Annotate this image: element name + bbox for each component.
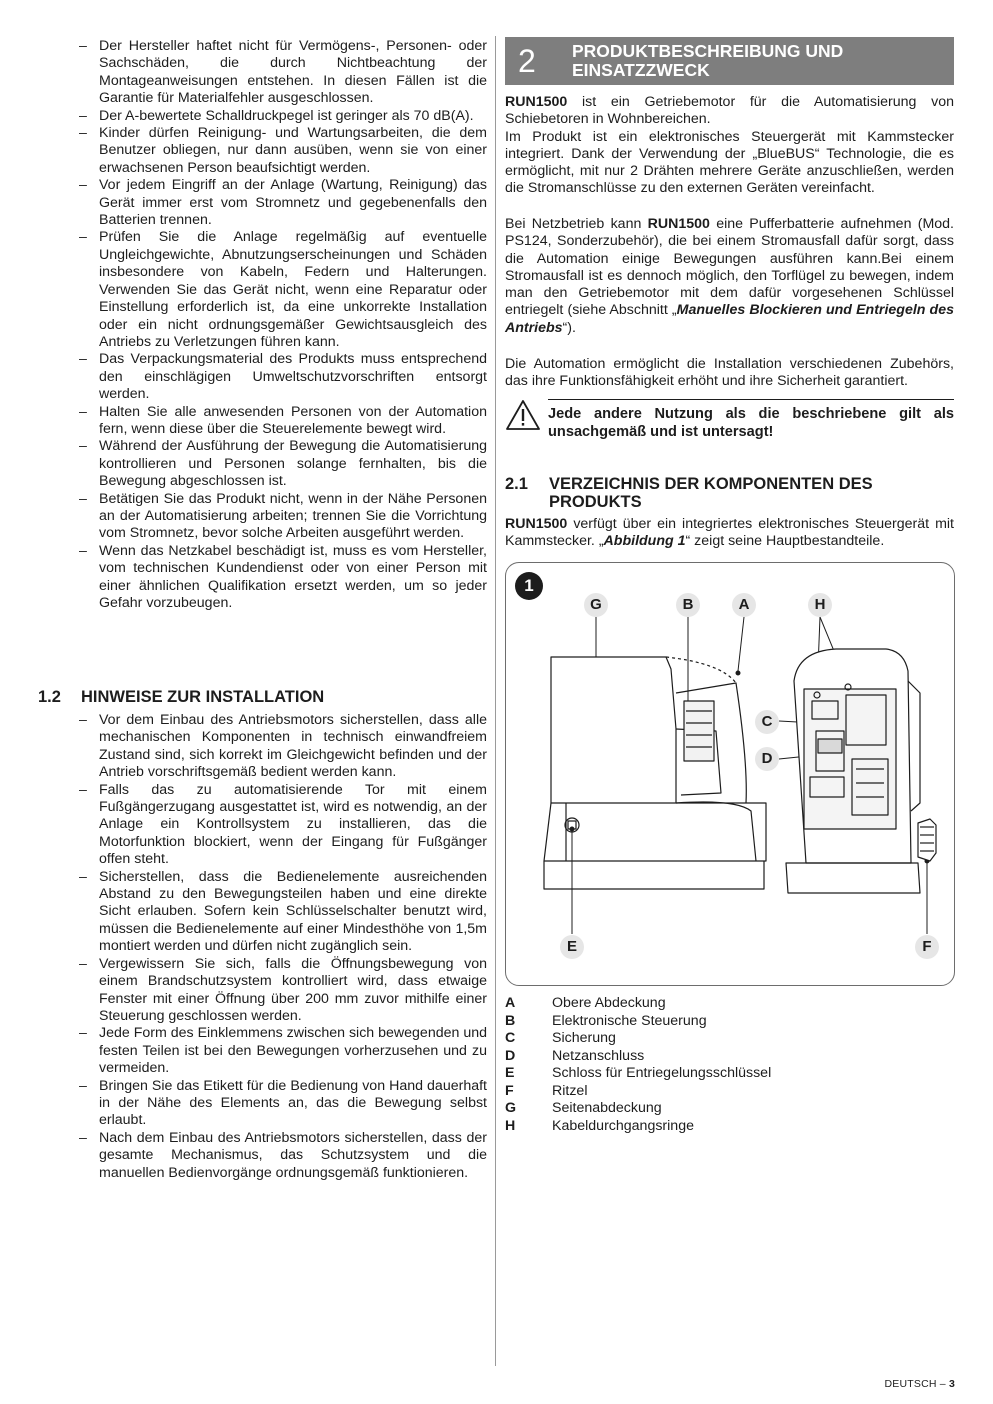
legend-row xyxy=(505,1100,954,1118)
paragraph-text: Im Produkt ist ein elektronisches Steuergerät mit Kammstecker integriert. Dank der Verwendung der „BlueBUS“ Technologie, die es ermöglicht, mit nur 2 Drähten mehrere Geräte anzuschließen, werden die Stromanschlüsse zu den externen Geräten vereinfacht. xyxy=(505,128,954,197)
product-name: RUN1500 xyxy=(647,216,710,232)
paragraph xyxy=(505,216,954,337)
page-footer xyxy=(885,1378,955,1390)
list-item: – Bringen Sie das Etikett für die Bedienung von Hand dauerhaft in der Nähe des Elements an, das die Bewegung selbst erlaubt. xyxy=(99,1078,487,1130)
legend-row xyxy=(505,1013,954,1031)
legend-label: Netzanschluss xyxy=(552,1047,645,1064)
legend-row xyxy=(505,995,954,1013)
footer-language: DEUTSCH – xyxy=(884,1378,949,1390)
paragraph: Die Automation ermöglicht die Installation verschiedenen Zubehörs, das ihre Funktionsfähigkeit erhöht und ihre Sicherheit garantiert. xyxy=(505,356,954,390)
paragraph-text: eine Pufferbatterie aufnehmen (Mod. PS124, Sonderzubehör), die bei einem Stromausfall dafür sorgt, dass die Automation einige Bewegungen ausführen kann.Bei einem Stromausfall ist es dennoch möglich, den Torflügel zu bewegen, indem man den Getriebemotor mit dem dafür vorgesehenen Schlüssel entriegelt (siehe Abschnitt „ xyxy=(505,216,954,319)
legend-key: A xyxy=(505,995,516,1011)
warning-box xyxy=(505,397,954,443)
legend-row xyxy=(505,1030,954,1048)
figure-1 xyxy=(505,562,955,986)
callout-g: G xyxy=(584,593,608,617)
warning-icon xyxy=(505,399,541,431)
section-number: 1.2 xyxy=(38,688,61,706)
legend-label: Obere Abdeckung xyxy=(552,995,666,1011)
callout-b: B xyxy=(676,593,700,617)
paragraph-text: ist ein Getriebemotor für die Automatisierung von Schiebetoren in Wohnbereichen. xyxy=(505,94,954,128)
paragraph-text: “). xyxy=(562,319,576,336)
warning-rule xyxy=(548,399,954,400)
list-item: – Halten Sie alle anwesenden Personen von der Automation fern, wenn diese über die Steuerelemente bewegt wird. xyxy=(99,404,487,439)
list-item: – Nach dem Einbau des Antriebsmotors sicherstellen, dass der gesamte Mechanismus, das Schutzsystem und die manuellen Bedienvorgänge ordnungsgemäß funktionieren. xyxy=(99,1130,487,1182)
legend-key: D xyxy=(505,1047,516,1064)
legend-key: G xyxy=(505,1100,517,1116)
paragraph-text: Bei Netzbetrieb kann xyxy=(505,216,648,232)
section-number: 2.1 xyxy=(505,475,528,493)
paragraph-text: “ zeigt seine Hauptbestandteile. xyxy=(685,533,885,550)
section-title: HINWEISE ZUR INSTALLATION xyxy=(81,688,325,706)
legend-label: Sicherung xyxy=(552,1030,616,1046)
section-reference-link[interactable]: Manuelles Blockieren und Entriegeln des Antriebs xyxy=(505,302,954,336)
list-item: – Vergewissern Sie sich, falls die Öffnungsbewegung von einem Brandschutzsystem kontrolliert wird, dass etwaige Fenster mit einer Öffnung über 200 mm zuvor mithilfe einer Steuerung geschlossen werden. xyxy=(99,956,487,1026)
list-item: – Prüfen Sie die Anlage regelmäßig auf eventuelle Ungleichgewichte, Abnutzungserscheinungen und Schäden insbesondere von Kabeln, Federn und Halterungen. Verwenden Sie das Gerät nicht, wenn eine Reparatur oder Einstellung erforderlich ist, da eine unkorrekte Installation oder ein nicht ordnungsgemäßer Gewichtsausgleich des Antriebs zu Verletzungen führen kann. xyxy=(99,229,487,351)
legend-key: H xyxy=(505,1117,516,1134)
callout-a: A xyxy=(732,593,756,617)
legend-row xyxy=(505,1083,954,1101)
list-item: – Der A-bewertete Schalldruckpegel ist geringer als 70 dB(A). xyxy=(99,108,487,125)
chapter-title-line: PRODUKTBESCHREIBUNG UND xyxy=(572,41,844,61)
legend-label: Seitenabdeckung xyxy=(552,1100,662,1116)
paragraph xyxy=(505,94,954,198)
list-item: – Während der Ausführung der Bewegung die Automatisierung kontrollieren und Personen solange fernhalten, bis die Bewegung abgeschlossen ist. xyxy=(99,438,487,490)
figure-reference-link[interactable]: Abbildung 1 xyxy=(603,533,686,550)
section-title: VERZEICHNIS DER KOMPONENTEN DES PRODUKTS xyxy=(549,475,873,511)
legend-key: C xyxy=(505,1030,516,1046)
chapter-number: 2 xyxy=(518,43,536,79)
column-divider xyxy=(495,36,496,1366)
figure-number-badge: 1 xyxy=(515,572,543,600)
callout-f: F xyxy=(915,935,939,959)
list-item: – Vor dem Einbau des Antriebsmotors sicherstellen, dass alle mechanischen Komponenten in technisch einwandfreiem Zustand sind, sich korrekt im Gleichgewicht befinden und der Antrieb vorschriftsgemäß bedient werden kann. xyxy=(99,712,487,782)
callout-h: H xyxy=(808,593,832,617)
legend-row xyxy=(505,1065,954,1083)
list-item: – Falls das zu automatisierende Tor mit einem Fußgängerzugang ausgestattet ist, wird es notwendig, an der Anlage ein Kontrollsystem zu installieren, das die Motorfunktion blockiert, wenn der Eingang für Fußgänger offen steht. xyxy=(99,782,487,869)
list-item: – Kinder dürfen Reinigung- und Wartungsarbeiten, die dem Benutzer obliegen, nur dann ausüben, wenn sie von einer erwachsenen Person beaufsichtigt werden. xyxy=(99,125,487,177)
product-name: RUN1500 xyxy=(505,516,568,532)
list-item: – Das Verpackungsmaterial des Produkts muss entsprechend den einschlägigen Umweltschutzvorschriften entsorgt werden. xyxy=(99,351,487,403)
list-item: – Wenn das Netzkabel beschädigt ist, muss es vom Hersteller, vom technischen Kundendienst oder von einer Person mit einer ähnlichen Qualifikation ersetzt werden, um so jeder Gefahr vorzubeugen. xyxy=(99,543,487,613)
legend-key: E xyxy=(505,1065,515,1081)
paragraph-text: verfügt über ein integriertes elektronisches Steuergerät mit Kammstecker. „ xyxy=(505,516,954,550)
list-item: – Betätigen Sie das Produkt nicht, wenn in der Nähe Personen an der Automatisierung arbeiten; trennen Sie die Vorrichtung vom Stromnetz, bevor solche Arbeiten ausgeführt werden. xyxy=(99,491,487,543)
legend-row xyxy=(505,1048,954,1066)
legend-row xyxy=(505,1118,954,1136)
paragraph xyxy=(505,516,954,551)
legend-label: Kabeldurchgangsringe xyxy=(552,1117,694,1134)
list-item: – Vor jedem Eingriff an der Anlage (Wartung, Reinigung) das Gerät immer erst vom Stromnetz und gegebenenfalls den Batterien trennen. xyxy=(99,177,487,229)
warning-text: Jede andere Nutzung als die beschriebene gilt als unsachgemäß und ist untersagt! xyxy=(548,406,954,440)
safety-list xyxy=(99,38,487,612)
legend-key: F xyxy=(505,1082,514,1099)
callout-c: C xyxy=(755,710,779,734)
legend-label: Ritzel xyxy=(552,1082,588,1099)
chapter-title xyxy=(572,42,843,80)
figure-legend xyxy=(505,995,954,1135)
callout-d: D xyxy=(755,747,779,771)
list-item: – Jede Form des Einklemmens zwischen sich bewegenden und festen Teilen ist bei den Bewegungen vorherzusehen und zu vermeiden. xyxy=(99,1025,487,1077)
installation-list xyxy=(99,712,487,1182)
motor-illustration xyxy=(506,563,956,987)
section-heading-installation xyxy=(38,688,488,707)
chapter-title-line: EINSATZZWECK xyxy=(572,60,710,80)
callout-e: E xyxy=(560,935,584,959)
list-item: – Sicherstellen, dass die Bedienelemente ausreichenden Abstand zu den Bewegungsteilen haben und eine direkte Sicht erlauben. Sofern kein Schlüsselschalter benutzt wird, müssen die Bedienelemente auf einer Mindesthöhe von 1,5m montiert werden und dürfen nicht zugänglich sein. xyxy=(99,869,487,956)
legend-key: B xyxy=(505,1012,516,1029)
list-item: – Der Hersteller haftet nicht für Vermögens-, Personen- oder Sachschäden, die durch Nichtbeachtung der Montageanweisungen entstehen. In diesen Fällen ist die Garantie für Materialfehler ausgeschlossen. xyxy=(99,38,487,108)
legend-label: Elektronische Steuerung xyxy=(552,1012,707,1029)
left-column xyxy=(0,0,495,1404)
legend-label: Schloss für Entriegelungsschlüssel xyxy=(552,1065,772,1081)
chapter-banner xyxy=(505,37,954,85)
page-number: 3 xyxy=(948,1378,955,1390)
product-name: RUN1500 xyxy=(505,94,568,110)
